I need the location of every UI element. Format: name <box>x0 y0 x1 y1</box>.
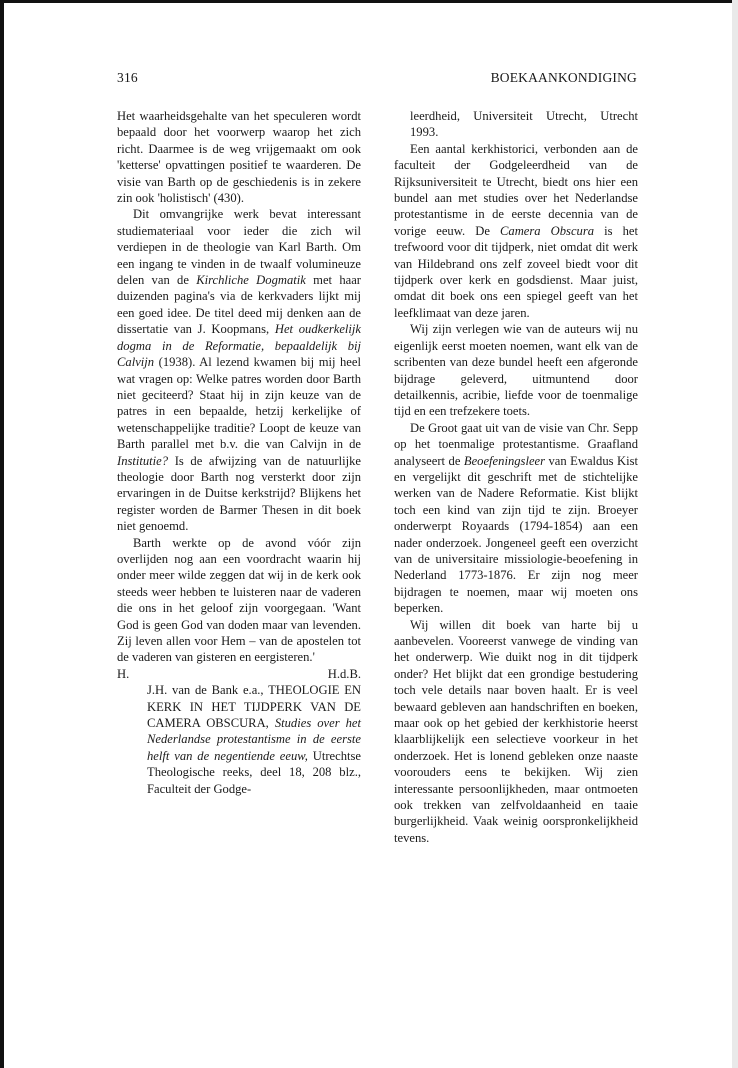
book-title: Kirchliche Dogmatik <box>196 273 306 288</box>
page <box>117 70 638 845</box>
text-run: met haar duizenden pagina's via de kerkvaders lijkt mij een goed idee. De titel deed mij denken aan de dissertatie van J. Koopmans, <box>117 273 361 337</box>
paragraph <box>394 420 638 617</box>
book-title: Camera Obscura <box>500 223 595 238</box>
book-reference <box>117 682 361 797</box>
scan-border-right <box>732 0 738 1068</box>
signature-initial: H. <box>117 666 130 681</box>
text-run: (1938). Al lezend kwamen bij mij heel wat vragen op: Welke patres worden door Barth niet geciteerd? Staat hij in zijn keuze van de patres in een bepaalde, hetzij kerkelijke of wetenschappelijke traditie? Loopt de keuze van Barth parallel met b.v. die van Calvijn in de <box>117 355 361 452</box>
left-column <box>117 108 361 797</box>
paragraph: Wij willen dit boek van harte bij u aanbevelen. Vooreerst vanwege de vinding van het onderwerp. Wie duikt nog in dit tijdperk onder? Het blijkt dat een grondige bestudering toch vele details naar boven haalt. Er is veel bewaard gebleven aan handschriften en boeken, maar ook op het gebied der kerkhistorie heerst klaarblijkelijk een selectieve voorkeur in het onderzoek. Het is lonend gebleken onze naaste voorouders eens te bekijken. Wij zien interessante persoonlijkheden, maar ontmoeten ook trekken van zelfvoldaanheid en taaie burgerlijkheid. Vaak weinig oorspronkelijkheid tevens. <box>394 617 638 845</box>
paragraph <box>394 141 638 321</box>
text-run: Utrechtse Theologische reeks, deel 18, 208 blz., Faculteit der Godge- <box>147 748 361 796</box>
scan-border-left <box>0 0 4 1068</box>
book-reference-continued: leerdheid, Universiteit Utrecht, Utrecht 1993. <box>410 109 638 140</box>
book-title: Institutie? <box>117 453 169 468</box>
paragraph: Barth werkte op de avond vóór zijn overlijden nog aan een voordracht waarin hij onder meer wilde zeggen dat wij in de kerk ook steeds weer hebben te luisteren naar de vaderen die ons in het geloof zijn voorgegaan. 'Want God is geen God van doden maar van levenden. Zij leven allen voor Hem – van de apostelen tot de vaderen van gisteren en eergisteren.' <box>117 535 361 665</box>
text-run: Is de afwijzing van de natuurlijke theologie door Barth nog versterkt door zijn ervaringen in de Duitse kerkstrijd? Blijkens het register worden de Barmer Thesen in dit boek niet genoemd. <box>117 453 361 534</box>
book-subtitle: Studies over het Nederlandse protestantisme in de eerste helft van de negentiende eeuw, <box>147 716 361 763</box>
book-title: Het oudkerkelijk dogma in de Reformatie, bepaaldelijk bij Calvijn <box>117 322 361 370</box>
running-header <box>117 70 637 88</box>
text-run: Dit omvangrijke werk bevat interessant studiemateriaal voor ieder die zich wil verdiepen in de theologie van Karl Barth. Om een ingang te vinden in de twaalf volumineuze delen van de <box>117 207 361 288</box>
right-column <box>394 108 638 846</box>
section-title: BOEKAANKONDIGING <box>490 70 637 85</box>
signature-line <box>117 666 361 682</box>
text-run: is het trefwoord voor dit tijdperk, niet omdat dit werk van Hildebrand ons zelf zoveel biedt voor dit tijdperk over kerk en godsdienst. Maar juist, omdat dit boek ons een spiegel geeft van het leefklimaat van deze jaren. <box>394 223 638 320</box>
text-run: van Ewaldus Kist en vergelijkt dit geschrift met de stichtelijke werken van de Nadere Reformatie. Kist blijkt toch een kind van zijn tijd te zijn. Broeyer onderwerpt Royaards (1794-1854) aan een nader onderzoek. Jongeneel geeft een overzicht van de universitaire missiologie-beoefening in Nederland 1773-1876. Er zijn nog meer bijdragen te noemen, maar wij moeten ons beperken. <box>394 453 638 616</box>
reviewer-initials: H.d.B. <box>327 666 361 681</box>
text-run: J.H. van de Bank e.a., THEOLOGIE EN KERK IN HET TIJDPERK VAN DE CAMERA OBSCURA, <box>147 683 361 731</box>
scan-border-top <box>0 0 738 3</box>
paragraph <box>117 206 361 534</box>
text-run: Een aantal kerkhistorici, verbonden aan de faculteit der Godgeleerdheid van de Rijksuniversiteit te Utrecht, biedt ons hier een bundel aan met studies over het Nederlandse protestantisme in de eerste decennia van de vorige eeuw. De <box>394 141 638 238</box>
book-title: Beoefeningsleer <box>463 453 546 468</box>
paragraph: Het waarheidsgehalte van het speculeren wordt bepaald door het voorwerp waarop het zich richt. Daarmee is de weg vrijgemaakt om ook 'ketterse' opvattingen positief te waarderen. De visie van Barth op de geschiedenis is in zekere zin ook 'holistisch' (430). <box>117 109 361 206</box>
page-number: 316 <box>117 70 138 85</box>
text-run: De Groot gaat uit van de visie van Chr. Sepp op het toenmalige protestantisme. Graafland analyseert de <box>394 420 638 468</box>
paragraph: Wij zijn verlegen wie van de auteurs wij nu eigenlijk eerst moeten noemen, want elk van de scribenten van deze bundel heeft een afgeronde bijdrage geleverd, uitmuntend door detailkennis, acribie, liefde voor de toenmalige tijd en een trefzekere toets. <box>394 322 638 419</box>
